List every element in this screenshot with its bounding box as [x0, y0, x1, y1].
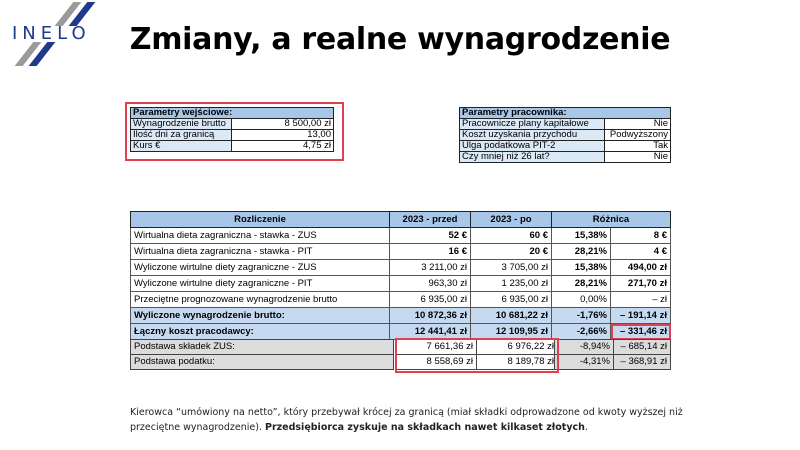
cell-after: 6 976,22 zł — [477, 340, 558, 355]
col-header-before: 2023 - przed — [390, 212, 471, 228]
col-header-settlement: Rozliczenie — [131, 212, 390, 228]
cell-after: 3 705,00 zł — [471, 260, 552, 276]
cell-after: 6 935,00 zł — [471, 292, 552, 308]
cell-after: 8 189,78 zł — [477, 355, 558, 370]
table-row — [131, 276, 671, 292]
row-label: Przeciętne prognozowane wynagrodzenie brutto — [131, 292, 390, 308]
employee-params-header: Parametry pracownika: — [460, 108, 671, 119]
param-label: Koszt uzyskania przychodu — [460, 130, 605, 141]
cell-after: 10 681,22 zł — [471, 308, 552, 324]
cell-pct: 28,21% — [552, 276, 611, 292]
cell-diff: – 191,14 zł — [611, 308, 671, 324]
param-value: Nie — [605, 119, 671, 130]
cell-diff: 4 € — [611, 244, 671, 260]
table-row — [131, 260, 671, 276]
cell-pct: -1,76% — [552, 308, 611, 324]
logo-text: INELO — [12, 23, 91, 44]
cell-before: 963,30 zł — [390, 276, 471, 292]
cell-before: 52 € — [390, 228, 471, 244]
cell-pct: 28,21% — [552, 244, 611, 260]
param-value: 8 500,00 zł — [232, 119, 334, 130]
input-params-table — [130, 107, 334, 152]
col-header-after: 2023 - po — [471, 212, 552, 228]
row-label: Wyliczone wirtulne diety zagraniczne - ZUS — [131, 260, 390, 276]
cell-diff: 8 € — [611, 228, 671, 244]
table-row — [131, 228, 671, 244]
row-label: Wyliczone wynagrodzenie brutto: — [131, 308, 390, 324]
cell-pct: -8,94% — [555, 340, 614, 355]
cell-diff: – 685,14 zł — [614, 340, 671, 355]
cell-pct: 15,38% — [552, 260, 611, 276]
page-title: Zmiany, a realne wynagrodzenie — [129, 22, 671, 57]
cell-diff: 494,00 zł — [611, 260, 671, 276]
caption-bold: Przedsiębiorca zyskuje na składkach nawet kilkaset złotych — [264, 422, 585, 433]
cell-before: 16 € — [390, 244, 471, 260]
param-label: Kurs € — [131, 141, 232, 152]
cell-diff: – zł — [611, 292, 671, 308]
table-row-total — [131, 308, 671, 324]
param-value: Podwyższony — [605, 130, 671, 141]
param-label: Czy mniej niż 26 lat? — [460, 152, 605, 163]
table-row — [131, 292, 671, 308]
row-label: Podstawa podatku: — [131, 355, 394, 370]
cell-before: 6 935,00 zł — [390, 292, 471, 308]
param-value: 13,00 — [232, 130, 334, 141]
cell-before: 3 211,00 zł — [390, 260, 471, 276]
cell-diff-highlighted: – 331,46 zł — [611, 324, 671, 340]
cell-before: 10 872,36 zł — [390, 308, 471, 324]
employee-params-table — [459, 107, 671, 163]
bases-highlight — [395, 338, 559, 373]
input-params-header: Parametry wejściowe: — [131, 108, 334, 119]
row-label: Podstawa składek ZUS: — [131, 340, 394, 355]
param-label: Wynagrodzenie brutto — [131, 119, 232, 130]
row-label: Wyliczone wirtulne diety zagraniczne - PIT — [131, 276, 390, 292]
settlement-table — [130, 211, 671, 340]
param-value: Nie — [605, 152, 671, 163]
caption-text: Kierowca “umówiony na netto”, który przebywał krócej za granicą (miał składki odprowadzone od kwoty wyższej niż przeciętne wynagrodzenie). — [130, 407, 683, 433]
cell-diff: 271,70 zł — [611, 276, 671, 292]
caption-end: . — [584, 422, 588, 433]
cell-after: 20 € — [471, 244, 552, 260]
cell-pct: -2,66% — [552, 324, 611, 340]
row-label: Wirtualna dieta zagraniczna - stawka - PIT — [131, 244, 390, 260]
table-row — [131, 244, 671, 260]
cell-pct: 0,00% — [552, 292, 611, 308]
cell-before: 7 661,36 zł — [396, 340, 477, 355]
row-label: Wirtualna dieta zagraniczna - stawka - ZUS — [131, 228, 390, 244]
row-label: Łączny koszt pracodawcy: — [131, 324, 390, 340]
cell-before: 12 441,41 zł — [390, 324, 471, 340]
cell-after: 1 235,00 zł — [471, 276, 552, 292]
cell-after: 60 € — [471, 228, 552, 244]
param-value: 4,75 zł — [232, 141, 334, 152]
param-label: Ilość dni za granicą — [131, 130, 232, 141]
param-label: Ulga podatkowa PIT-2 — [460, 141, 605, 152]
caption — [130, 405, 690, 435]
param-label: Pracownicze plany kapitałowe — [460, 119, 605, 130]
cell-pct: 15,38% — [552, 228, 611, 244]
cell-pct: -4,31% — [555, 355, 614, 370]
param-value: Tak — [605, 141, 671, 152]
cell-diff: – 368,91 zł — [614, 355, 671, 370]
col-header-diff: Różnica — [552, 212, 671, 228]
cell-after: 12 109,95 zł — [471, 324, 552, 340]
cell-before: 8 558,69 zł — [396, 355, 477, 370]
